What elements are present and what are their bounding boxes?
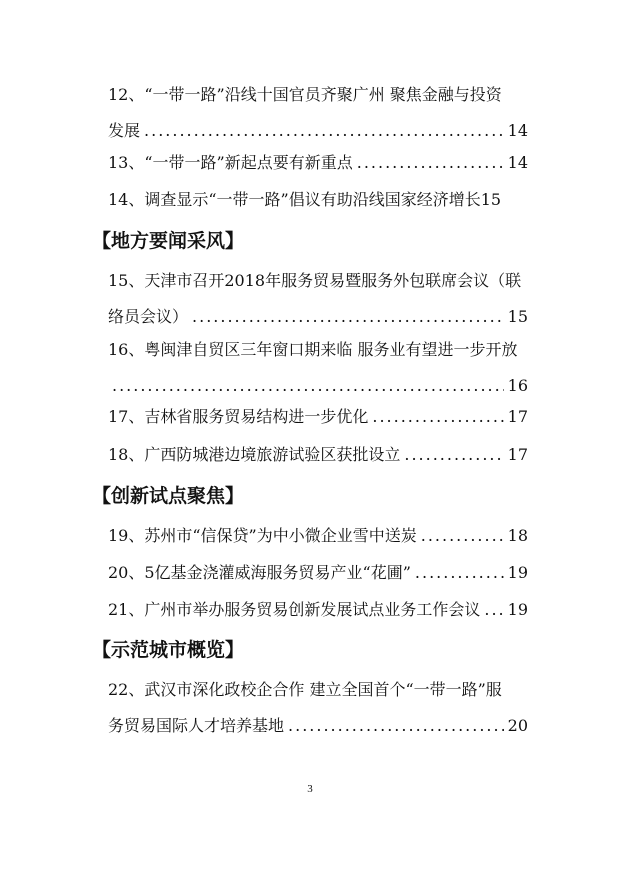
leader-dots [372, 404, 503, 430]
toc-page-number: 15 [480, 190, 502, 209]
toc-entry-continuation [108, 713, 528, 739]
toc-entry[interactable] [108, 82, 528, 144]
toc-page-number: 14 [507, 121, 528, 140]
toc-entry[interactable] [108, 677, 528, 739]
leader-dots [192, 304, 504, 330]
toc-entry-title: 16、粤闽津自贸区三年窗口期来临 服务业有望进一步开放 [108, 340, 518, 359]
toc-page-number: 18 [507, 526, 528, 545]
toc-entry-title: 14、调查显示“一带一路”倡议有助沿线国家经济增长 [108, 190, 481, 209]
toc-entry-row [108, 597, 528, 623]
toc-entry[interactable] [108, 523, 528, 549]
toc-entry[interactable] [108, 442, 528, 468]
leader-dots [415, 560, 504, 586]
toc-entry-title: 12、“一带一路”沿线十国官员齐聚广州 聚焦金融与投资 [108, 85, 502, 104]
toc-entry[interactable] [108, 560, 528, 586]
toc-entry-title-cont: 络员会议） [108, 307, 189, 326]
leader-dots [357, 150, 504, 176]
toc-entry-row [108, 442, 528, 468]
toc-entry[interactable] [108, 187, 528, 213]
toc-entry-title: 17、吉林省服务贸易结构进一步优化 [108, 407, 369, 426]
leader-dots [421, 523, 504, 549]
toc-entry-title: 21、广州市举办服务贸易创新发展试点业务工作会议 [108, 600, 481, 619]
toc-entry-title: 18、广西防城港边境旅游试验区获批设立 [108, 445, 401, 464]
toc-entry[interactable] [108, 404, 528, 430]
section-heading: 【示范城市概览】 [92, 639, 245, 661]
leader-dots [112, 373, 504, 399]
toc-entry-continuation [108, 373, 528, 399]
toc-entry-continuation [108, 304, 528, 330]
toc-entry[interactable] [108, 268, 528, 330]
toc-entry-title-cont: 务贸易国际人才培养基地 [108, 716, 285, 735]
toc-page-number: 16 [507, 376, 528, 395]
toc-entry-row [108, 404, 528, 430]
toc-entry-continuation [108, 118, 528, 144]
toc-page-number: 17 [507, 445, 528, 464]
toc-entry-title: 13、“一带一路”新起点要有新重点 [108, 153, 353, 172]
leader-dots [288, 713, 504, 739]
toc-page-number: 19 [507, 563, 528, 582]
leader-dots [144, 118, 504, 144]
toc-entry-title: 15、天津市召开2018年服务贸易暨服务外包联席会议（联 [108, 271, 522, 290]
toc-entry-title: 20、5亿基金浇灌威海服务贸易产业“花圃” [108, 563, 411, 582]
section-heading: 【创新试点聚焦】 [92, 485, 245, 507]
leader-dots [404, 442, 503, 468]
toc-page-number: 19 [507, 600, 528, 619]
section-heading: 【地方要闻采风】 [92, 230, 245, 252]
toc-entry[interactable] [108, 337, 528, 399]
page-number: 3 [307, 783, 313, 795]
toc-page-number: 17 [507, 407, 528, 426]
toc-page-number: 14 [507, 153, 528, 172]
toc-entry[interactable] [108, 597, 528, 623]
toc-entry-row [108, 187, 528, 213]
toc-entry[interactable] [108, 150, 528, 176]
toc-entry-title-cont: 发展 [108, 121, 141, 140]
toc-page-number: 15 [507, 307, 528, 326]
leader-dots [484, 597, 503, 623]
toc-entry-title: 19、苏州市“信保贷”为中小微企业雪中送炭 [108, 526, 417, 545]
toc-entry-row [108, 523, 528, 549]
toc-entry-title: 22、武汉市深化政校企合作 建立全国首个“一带一路”服 [108, 680, 502, 699]
toc-entry-row [108, 150, 528, 176]
toc-page-number: 20 [507, 716, 528, 735]
toc-entry-row [108, 560, 528, 586]
